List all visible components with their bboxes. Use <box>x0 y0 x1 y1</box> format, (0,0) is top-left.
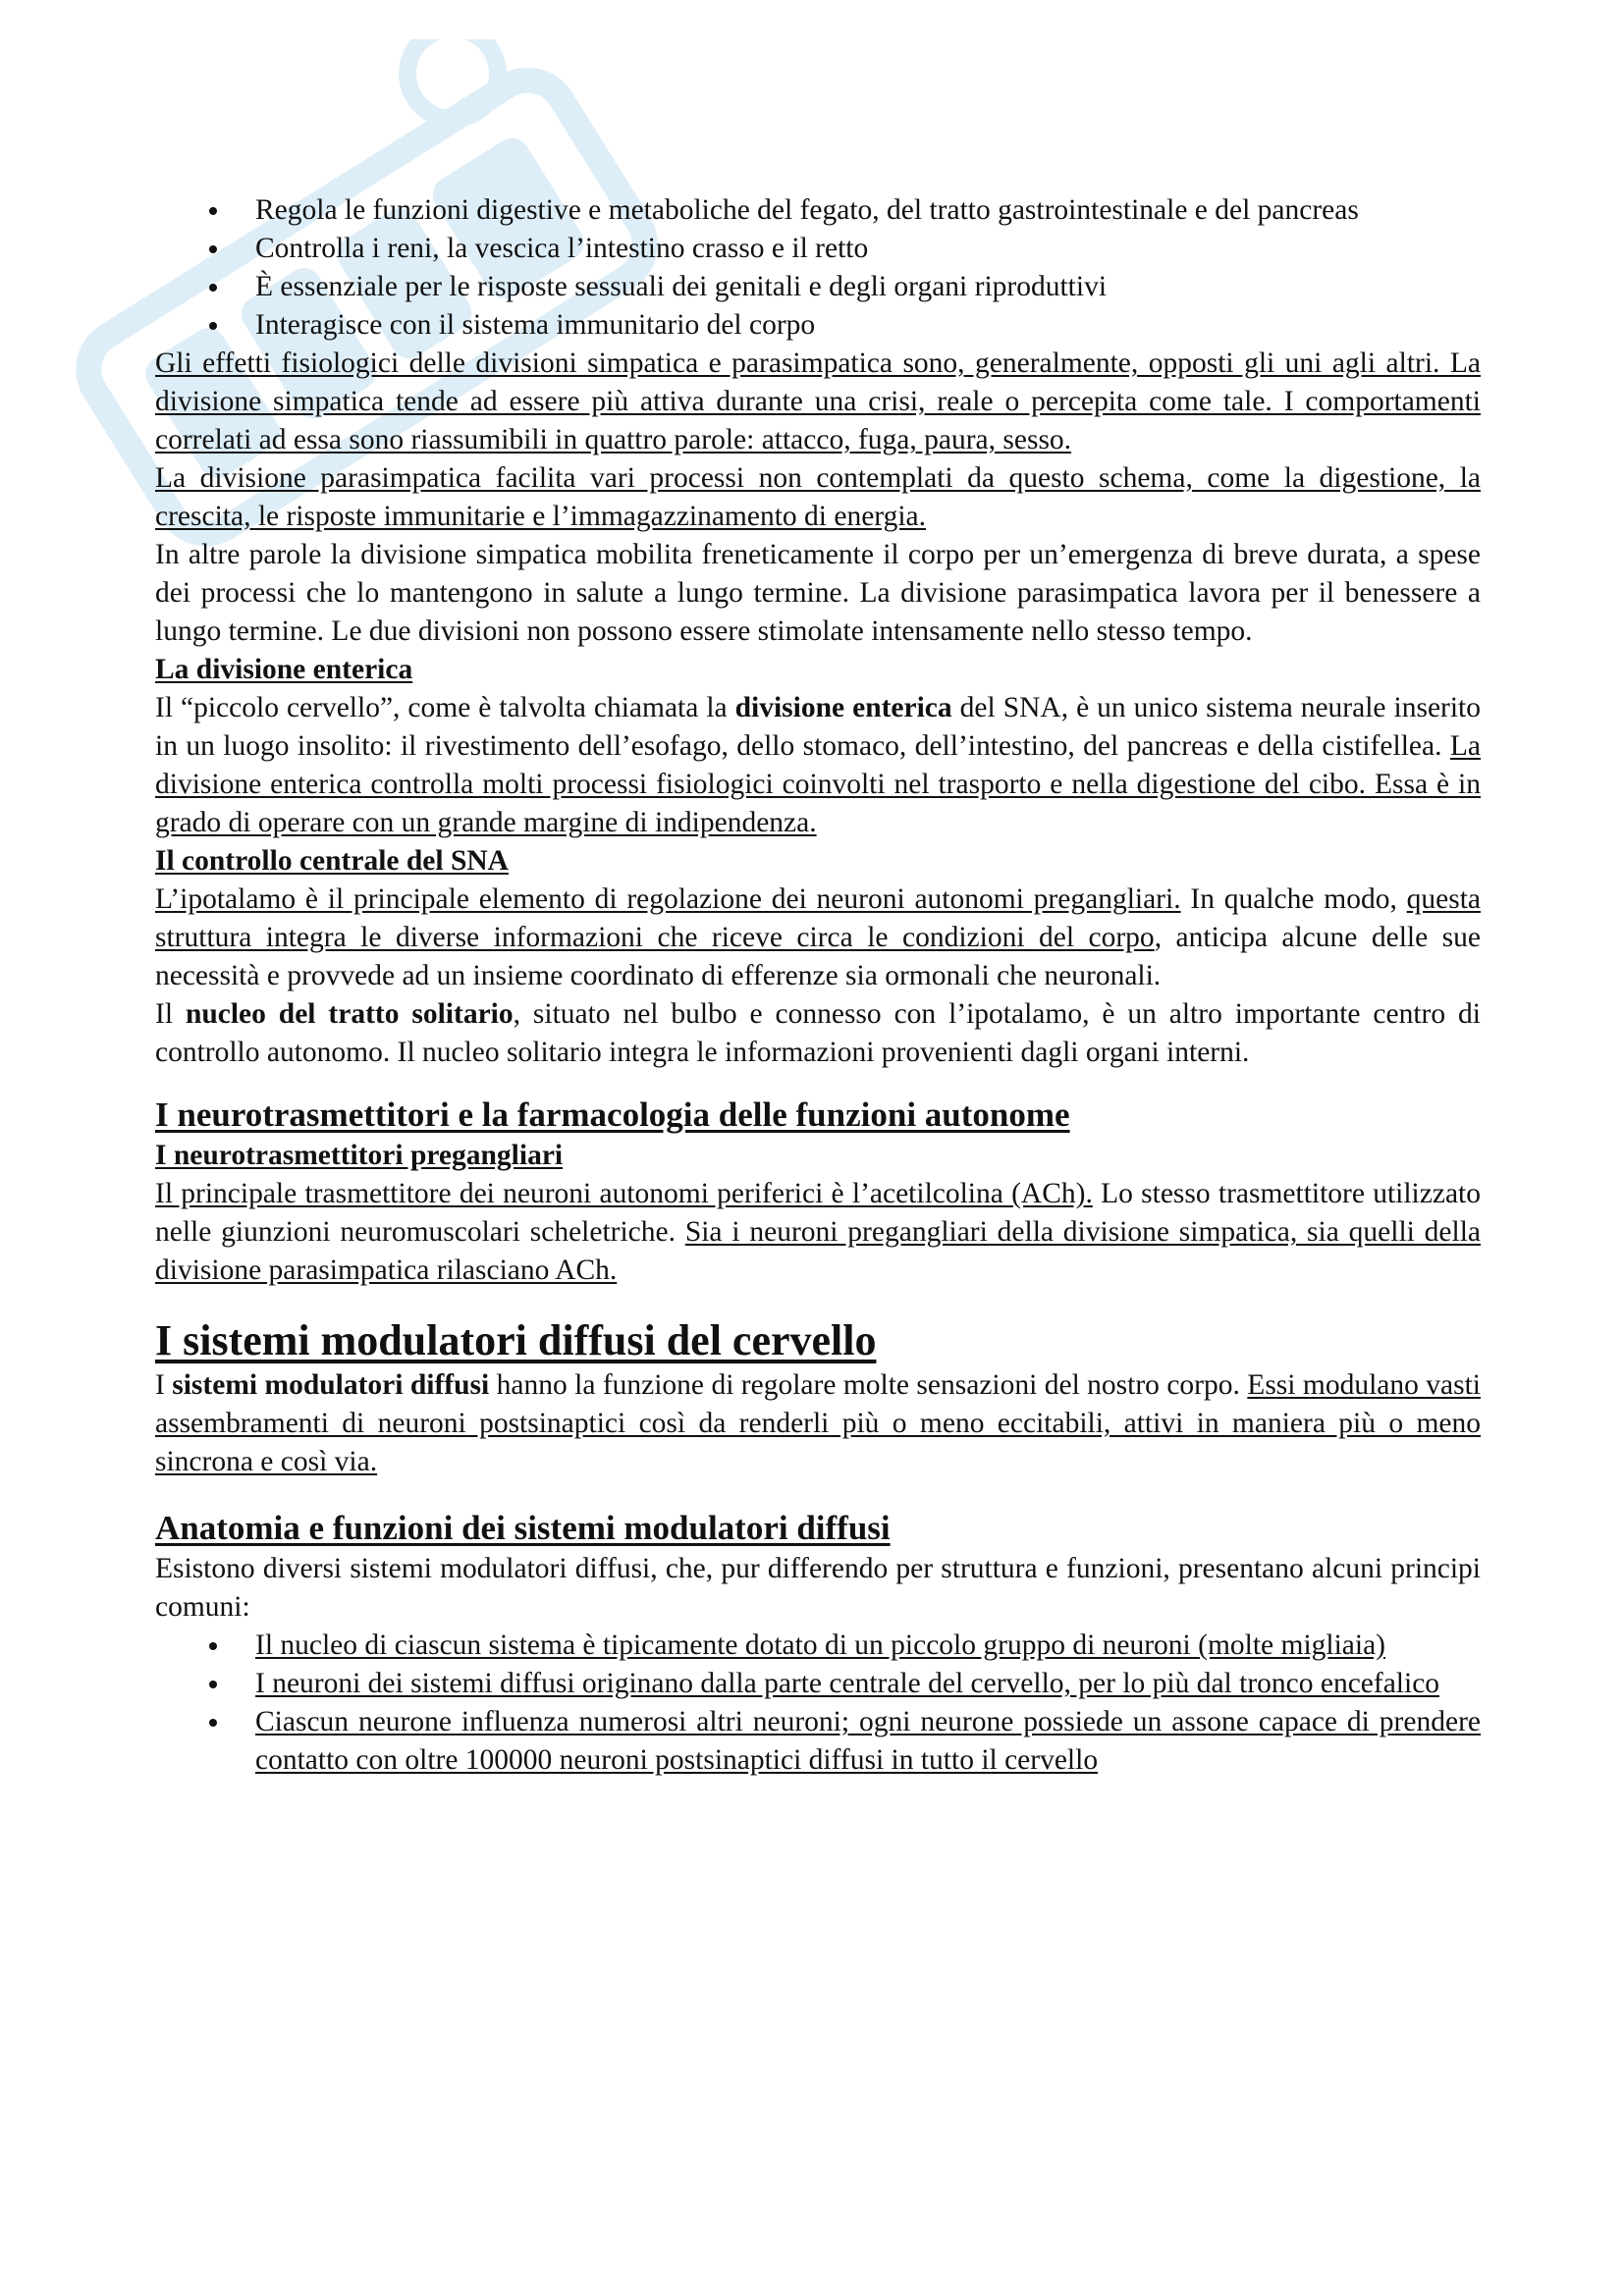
underlined-text: questa struttura integra le diverse informazioni che riceve circa le condizioni del corpo <box>155 883 1481 953</box>
heading-anatomy: Anatomia e funzioni dei sistemi modulatori diffusi <box>155 1509 891 1547</box>
bullet-list-functions <box>155 191 1481 345</box>
underlined-text: La divisione simpatica tende ad essere più attiva durante una crisi, reale o percepita come tale. I comportamenti correlati ad essa sono riassumibili in quattro parole: attacco, fuga, paura, sesso. <box>155 347 1481 455</box>
paragraph-hypothalamus <box>155 881 1481 995</box>
paragraph-ach <box>155 1175 1481 1290</box>
text-run: hanno la funzione di regolare molte sensazioni del nostro corpo. <box>489 1369 1248 1401</box>
paragraph-anatomy-intro: Esistono diversi sistemi modulatori diffusi, che, pur differendo per struttura e funzioni, presentano alcuni principi comuni: <box>155 1553 1481 1623</box>
text-run: del SNA, è un unico sistema neurale inserito in un luogo insolito: il rivestimento dell’esofago, dello stomaco, dell’intestino, del pancreas e della cistifellea. <box>155 692 1481 762</box>
bold-term: sistemi modulatori diffusi <box>172 1369 490 1401</box>
paragraph-diffuse <box>155 1366 1481 1481</box>
paragraph-other-words: In altre parole la divisione simpatica mobilita freneticamente il corpo per un’emergenza di breve durata, a spese dei processi che lo mantengono in salute a lungo termine. La divisione parasimpatica lavora per il benessere a lungo termine. Le due divisioni non possono essere stimolate intensamente nello stesso tempo. <box>155 539 1481 647</box>
underlined-text: La divisione parasimpatica facilita vari processi non contemplati da questo schema, come la digestione, la crescita, le risposte immunitarie e l’immagazzinamento di energia. <box>155 462 1481 532</box>
underlined-text: L’ipotalamo è il principale elemento di regolazione dei neuroni autonomi pregangliari. <box>155 883 1181 915</box>
underlined-text: I neuroni dei sistemi diffusi originano dalla parte centrale del cervello, per lo più dal tronco encefalico <box>255 1668 1440 1699</box>
list-item: Regola le funzioni digestive e metaboliche del fegato, del tratto gastrointestinale e del pancreas <box>155 191 1481 230</box>
text-run: Il “piccolo cervello”, come è talvolta chiamata la <box>155 692 735 723</box>
list-item <box>155 1703 1481 1780</box>
section-heading-enteric: La divisione enterica <box>155 654 413 685</box>
bold-term: nucleo del tratto solitario <box>185 998 514 1030</box>
text-run: In qualche modo, <box>1180 883 1407 915</box>
heading-neurotransmitters: I neurotrasmettitori e la farmacologia delle funzioni autonome <box>155 1095 1070 1134</box>
underlined-text: Sia i neuroni pregangliari della divisione simpatica, sia quelli della divisione parasimpatica rilasciano ACh. <box>155 1216 1481 1286</box>
bold-term: divisione enterica <box>734 692 952 723</box>
underlined-text: Essi modulano vasti assembramenti di neuroni postsinaptici così da renderli più o meno eccitabili, attivi in maniera più o meno sincrona e così via. <box>155 1369 1481 1477</box>
text-run: I <box>155 1369 173 1401</box>
underlined-text: Il nucleo di ciascun sistema è tipicamente dotato di un piccolo gruppo di neuroni (molte migliaia) <box>255 1629 1386 1661</box>
underlined-text: Il principale trasmettitore dei neuroni autonomi periferici è l’acetilcolina (ACh). <box>155 1178 1093 1209</box>
subheading-preganglionic: I neurotrasmettitori pregangliari <box>155 1140 564 1171</box>
text-run: , situato nel bulbo e connesso con l’ipotalamo, è un altro importante centro di controllo autonomo. Il nucleo solitario integra le informazioni provenienti dagli organi interni. <box>155 998 1481 1068</box>
list-item: Interagisce con il sistema immunitario del corpo <box>155 306 1481 345</box>
text-run: Il <box>155 998 186 1030</box>
paragraph-effects <box>155 345 1481 459</box>
paragraph-solitary-nucleus <box>155 995 1481 1072</box>
document-page <box>155 191 1481 1780</box>
section-heading-central-control: Il controllo centrale del SNA <box>155 845 509 877</box>
paragraph-parasympathetic <box>155 459 1481 536</box>
list-item <box>155 1627 1481 1665</box>
underlined-text: Ciascun neurone influenza numerosi altri neuroni; ogni neurone possiede un assone capace di prendere contatto con oltre 100000 neuroni postsinaptici diffusi in tutto il cervello <box>255 1706 1481 1776</box>
bullet-list-principles <box>155 1627 1481 1780</box>
list-item: Controlla i reni, la vescica l’intestino crasso e il retto <box>155 230 1481 268</box>
list-item <box>155 1665 1481 1703</box>
heading-diffuse-modulatory-systems: I sistemi modulatori diffusi del cervello <box>155 1316 877 1364</box>
paragraph-enteric <box>155 689 1481 842</box>
text-run: , anticipa alcune delle sue necessità e provvede ad un insieme coordinato di efferenze sia ormonali che neuronali. <box>155 922 1481 991</box>
list-item: È essenziale per le risposte sessuali dei genitali e degli organi riproduttivi <box>155 268 1481 306</box>
underlined-text: Gli effetti fisiologici delle divisioni simpatica e parasimpatica sono, generalmente, opposti gli uni agli altri. <box>155 347 1440 379</box>
underlined-text: La divisione enterica controlla molti processi fisiologici coinvolti nel trasporto e nella digestione del cibo. Essa è in grado di operare con un grande margine di indipendenza. <box>155 730 1481 838</box>
text-run: Lo stesso trasmettitore utilizzato nelle giunzioni neuromuscolari scheletriche. <box>155 1178 1481 1248</box>
